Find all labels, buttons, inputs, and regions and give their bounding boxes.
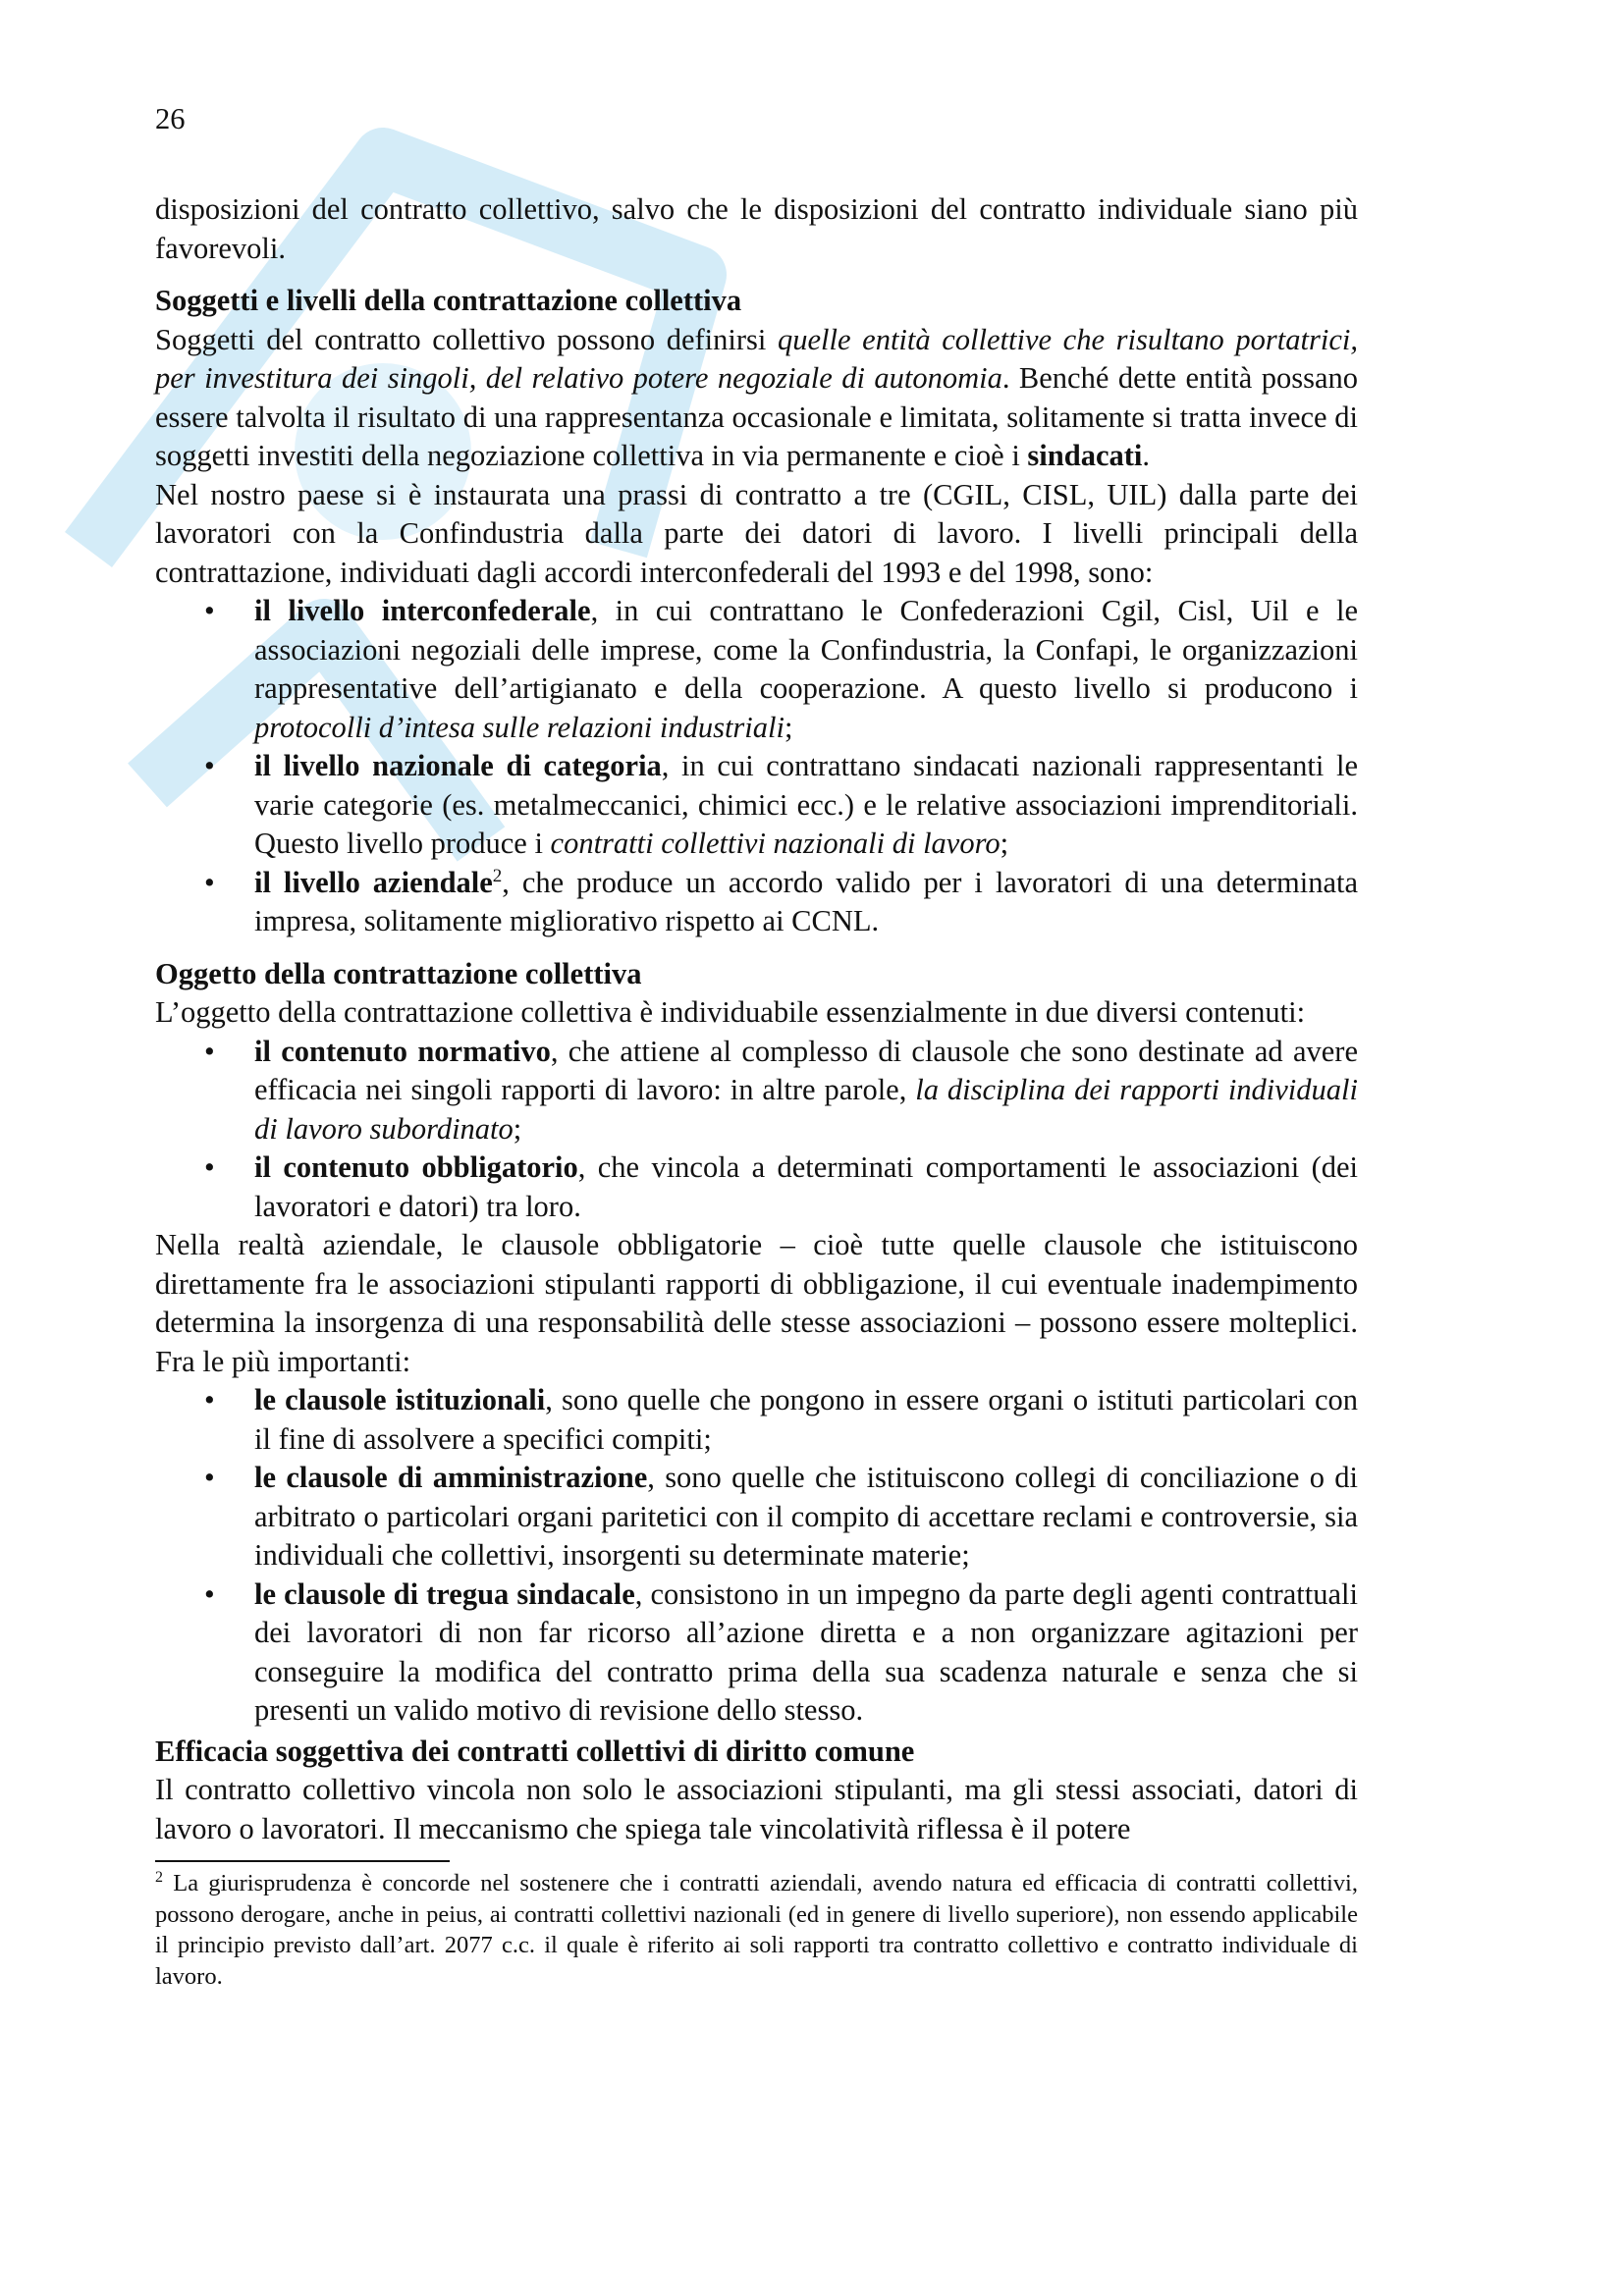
list-item: • il livello interconfederale, in cui contrattano le Confederazioni Cgil, Cisl, Uil e le associazioni negoziali delle imprese, come la Confindustria, la Confapi, le organizzazioni rappresentative dell’artigianato e della cooperazione. A questo livello si producono i protocolli d’intesa sulle relazioni industriali; [204,594,1358,744]
footnote: $^2$ La giurisprudenza è concorde nel sostenere che i contratti aziendali, avendo natura ed efficacia di contratti collettivi, possono derogare, anche in peius, ai contratti collettivi nazionali (ed in genere di livello superiore), non essendo applicabile il principio previsto dall’art. 2077 c.c. il quale è riferito ai soli rapporti tra contratto collettivo e contratto individuale di lavoro. [155,1868,1358,1990]
intro-paragraph: disposizioni del contratto collettivo, salvo che le disposizioni del contratto individuale siano più favorevoli. [155,192,1358,265]
bullet-icon: • [204,1034,215,1068]
bullet-icon: • [204,749,215,782]
bullet-icon: • [204,1461,215,1494]
list-item: • il contenuto obbligatorio, che vincola a determinati comportamenti le associazioni (dei lavoratori e datori) tra loro. [204,1150,1359,1223]
list-item: • le clausole istituzionali, sono quelle che pongono in essere organi o istituti particolari con il fine di assolvere a specifici compiti; [204,1383,1358,1456]
paragraph-soggetti: Soggetti del contratto collettivo possono definirsi quelle entità collettive che risultano portatrici, per investitura dei singoli, del relativo potere negoziale di autonomia. Benché dette entità possano essere talvolta il risultato di una rappresentanza occasionale e limitata, solitamente si tratta invece di soggetti investiti della negoziazione collettiva in via permanente e cioè i sindacati. [155,322,1358,472]
bullet-icon: • [204,1576,215,1611]
footnote-reference[interactable]: 2 [492,865,503,886]
list-item: • il livello nazionale di categoria, in cui contrattano sindacati nazionali rappresentanti le varie categorie (es. metalmeccanici, chimici ecc.) e le relative associazioni imprenditoriali. Questo livello produce i contratti collettivi nazionali di lavoro; [204,749,1358,860]
page-number: 26 [155,102,186,135]
bullet-icon: • [204,1383,215,1416]
paragraph-efficacia: Il contratto collettivo vincola non solo le associazioni stipulanti, ma gli stessi associati, datori di lavoro o lavoratori. Il meccanismo che spiega tale vincolatività riflessa è il potere [155,1773,1358,1845]
list-item: • le clausole di tregua sindacale, consistono in un impegno da parte degli agenti contrattuali dei lavoratori di non far ricorso all’azione diretta e a non organizzare agitazioni per conseguire la modifica del contratto prima della sua scadenza naturale e senza che si presenti un valido motivo di revisione dello stesso. [204,1576,1358,1727]
section-heading-oggetto: Oggetto della contrattazione collettiva [155,956,642,990]
footnote-number: 2 [155,1868,163,1886]
list-item: • il livello aziendale$^2$, che produce un accordo valido per i lavoratori di una determinata impresa, solitamente migliorativo rispetto ai CCNL. [204,865,1358,937]
page-content [155,98,1358,1992]
list-clausole [155,1381,1358,1731]
footnote-divider [155,1860,450,1862]
bullet-icon: • [204,594,215,627]
section-heading-efficacia: Efficacia soggettiva dei contratti collettivi di diritto comune [155,1734,915,1768]
bullet-icon: • [204,865,215,899]
bullet-icon: • [204,1150,215,1184]
list-contenuti [155,1033,1358,1227]
paragraph-oggetto: L’oggetto della contrattazione collettiva è individuabile essenzialmente in due diversi contenuti: [155,995,1306,1029]
list-item: • le clausole di amministrazione, sono quelle che istituiscono collegi di conciliazione o di arbitrato o particolari organi paritetici con il compito di accettare reclami e controversie, sia individuali che collettivi, insorgenti su determinate materie; [204,1461,1358,1572]
paragraph-clausole: Nella realtà aziendale, le clausole obbligatorie – cioè tutte quelle clausole che istituiscono direttamente fra le associazioni stipulanti rapporti di obbligazione, il cui eventuale inadempimento determina la insorgenza di una responsabilità delle stesse associazioni – possono essere molteplici. Fra le più importanti: [155,1228,1358,1378]
list-livelli [155,592,1358,941]
section-heading-soggetti: Soggetti e livelli della contrattazione collettiva [155,284,742,317]
list-item: • il contenuto normativo, che attiene al complesso di clausole che sono destinate ad avere efficacia nei singoli rapporti di lavoro: in altre parole, la disciplina dei rapporti individuali di lavoro subordinato; [204,1034,1359,1146]
paragraph-prassi: Nel nostro paese si è instaurata una prassi di contratto a tre (CGIL, CISL, UIL) dalla parte dei lavoratori con la Confindustria dalla parte dei datori di lavoro. I livelli principali della contrattazione, individuati dagli accordi interconfederali del 1993 e del 1998, sono: [155,477,1358,589]
